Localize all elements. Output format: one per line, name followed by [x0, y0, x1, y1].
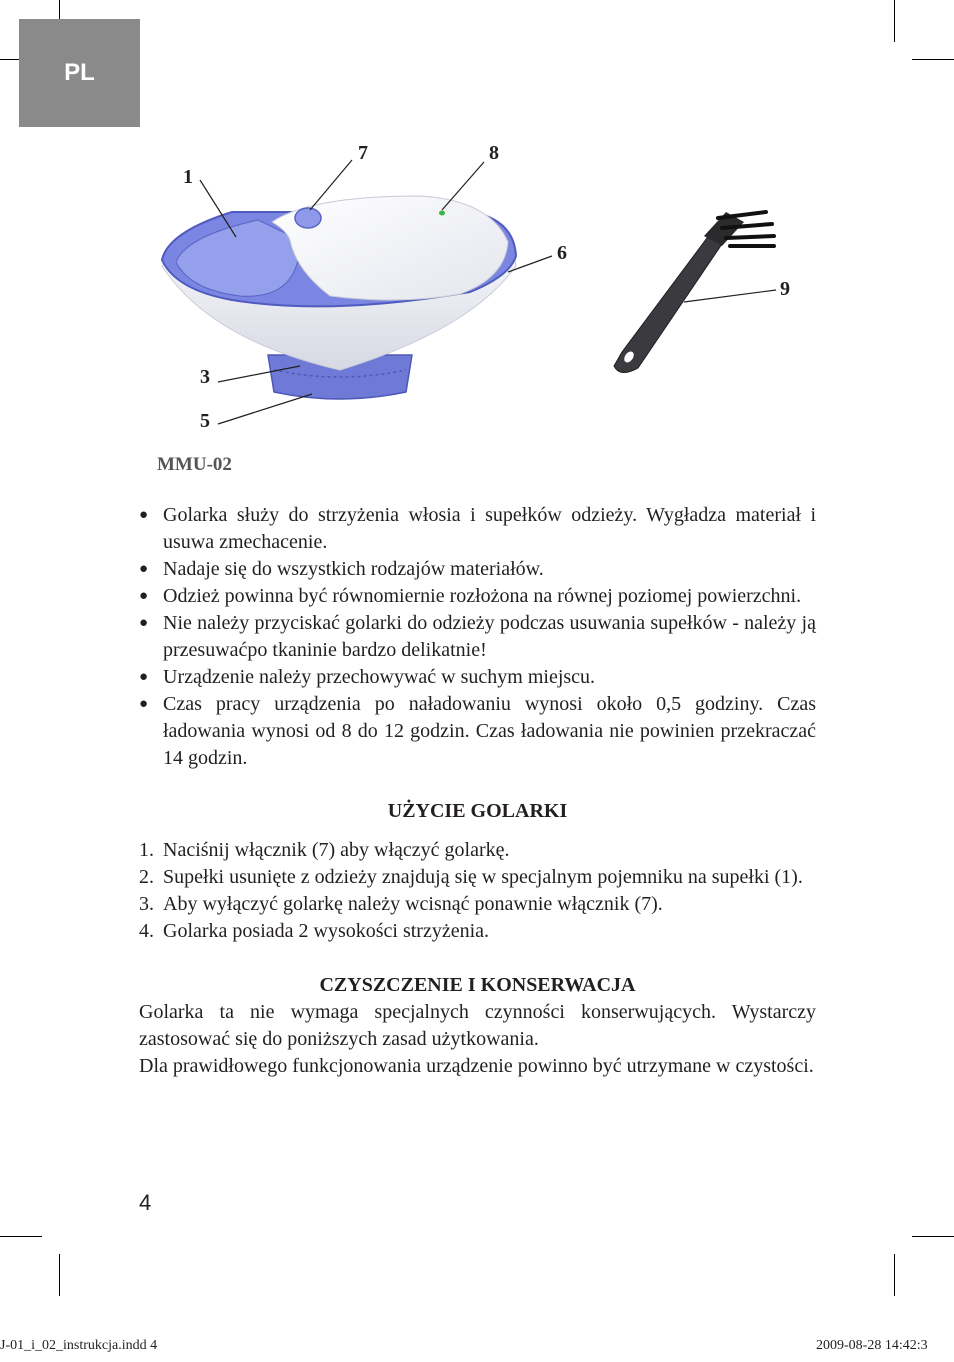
- model-label: MMU-02: [157, 454, 232, 475]
- crop-mark: [894, 1254, 895, 1296]
- callout-6: 6: [557, 242, 567, 264]
- bullet-icon: ●: [139, 507, 149, 523]
- list-item: [139, 610, 816, 664]
- list-item-text: Nie należy przyciskać golarki do odzieży podczas usuwania supełków - należy ją przesuwaćpo tkaninie bardzo delikatnie!: [163, 612, 816, 661]
- step-number: 4.: [139, 920, 154, 942]
- cleaning-paragraph: Golarka ta nie wymaga specjalnych czynności konserwujących. Wystarczy zastosować się do poniższych zasad użytkowania.: [139, 1001, 816, 1050]
- list-item: [139, 837, 816, 864]
- usage-steps: [139, 837, 816, 945]
- file-slug: J-01_i_02_instrukcja.indd 4: [0, 1338, 158, 1353]
- step-number: 1.: [139, 839, 154, 861]
- callout-8: 8: [489, 142, 499, 164]
- step-number: 2.: [139, 866, 154, 888]
- cleaning-paragraph: Dla prawidłowego funkcjonowania urządzenie powinno być utrzymane w czystości.: [139, 1055, 814, 1077]
- cleaning-brush: [614, 212, 774, 373]
- list-item-text: Odzież powinna być równomiernie rozłożona na równej poziomej powierzchni.: [163, 585, 802, 607]
- list-item-text: Nadaje się do wszystkich rodzajów materiałów.: [163, 558, 544, 580]
- instructions-body: [139, 502, 816, 1080]
- list-item: [139, 556, 816, 583]
- list-item-text: Czas pracy urządzenia po naładowaniu wynosi około 0,5 godziny. Czas ładowania wynosi od 8 do 12 godzin. Czas ładowania nie powinien przekraczać 14 godzin.: [163, 693, 816, 769]
- callout-1: 1: [183, 166, 193, 188]
- product-figure: [0, 0, 954, 500]
- usage-heading: UŻYCIE GOLARKI: [387, 800, 568, 822]
- bullet-icon: ●: [139, 615, 149, 631]
- bullet-icon: ●: [139, 696, 149, 712]
- callout-9: 9: [780, 278, 790, 300]
- list-item-text: Golarka służy do strzyżenia włosia i supełków odzieży. Wygładza materiał i usuwa zmechacenie.: [163, 504, 816, 553]
- list-item: [139, 664, 816, 691]
- callout-7: 7: [358, 142, 368, 164]
- date-slug: 2009-08-28 14:42:3: [816, 1338, 928, 1353]
- list-item: [139, 502, 816, 556]
- bullet-icon: ●: [139, 588, 149, 604]
- list-item-text: Urządzenie należy przechowywać w suchym miejscu.: [163, 666, 596, 688]
- callout-5: 5: [200, 410, 210, 432]
- list-item: [139, 918, 816, 945]
- language-tab: PL: [19, 19, 140, 127]
- list-item: [139, 864, 816, 891]
- list-item: [139, 583, 816, 610]
- crop-mark: [912, 1236, 954, 1237]
- shaver-illustration: [0, 0, 954, 500]
- crop-mark: [59, 1254, 60, 1296]
- feature-list: [139, 502, 816, 772]
- bullet-icon: ●: [139, 669, 149, 685]
- cleaning-heading: CZYSZCZENIE I KONSERWACJA: [319, 974, 636, 996]
- crop-mark: [0, 1236, 42, 1237]
- bullet-icon: ●: [139, 561, 149, 577]
- page-number: 4: [139, 1190, 152, 1215]
- step-text: Golarka posiada 2 wysokości strzyżenia.: [163, 920, 490, 942]
- list-item: [139, 691, 816, 772]
- callout-3: 3: [200, 366, 210, 388]
- step-number: 3.: [139, 893, 154, 915]
- step-text: Aby wyłączyć golarkę należy wcisnąć ponawnie włącznik (7).: [163, 893, 663, 915]
- list-item: [139, 891, 816, 918]
- step-text: Supełki usunięte z odzieży znajdują się w specjalnym pojemniku na supełki (1).: [163, 866, 803, 888]
- step-text: Naciśnij włącznik (7) aby włączyć golarkę.: [163, 839, 510, 861]
